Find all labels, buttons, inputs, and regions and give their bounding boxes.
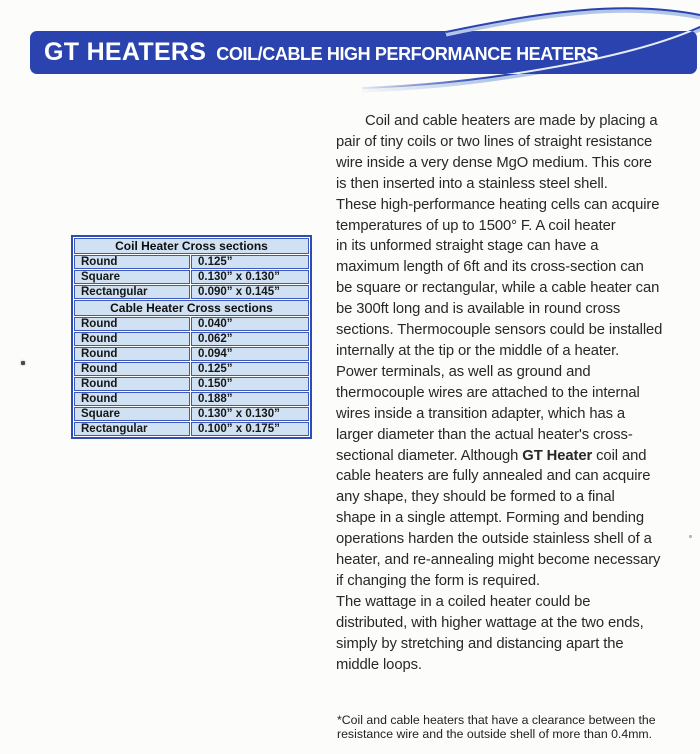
- footnote-line: resistance wire and the outside shell of more than 0.4mm.: [337, 726, 653, 741]
- article-line: middle loops.: [336, 656, 422, 673]
- shape-cell: Round: [74, 332, 190, 346]
- article-line: be 300ft long and is available in round cross: [336, 301, 621, 318]
- article-line: pair of tiny coils or two lines of straight resistance: [336, 133, 653, 150]
- table-row: [74, 407, 309, 421]
- header-banner-area: [0, 0, 700, 120]
- shape-cell: Round: [74, 377, 190, 391]
- shape-cell: Square: [74, 270, 190, 284]
- article-line: wire inside a very dense MgO medium. This core: [336, 154, 652, 171]
- article-line: These high-performance heating cells can acquire: [336, 196, 660, 213]
- cross-sections-table: [71, 235, 312, 439]
- article-text-segment: sectional diameter. Although: [336, 447, 523, 464]
- article-text: [336, 111, 696, 675]
- article-line: shape in a single attempt. Forming and bending: [336, 510, 644, 527]
- article-line: in its unformed straight stage can have a: [336, 238, 599, 255]
- shape-cell: Square: [74, 407, 190, 421]
- article-line: larger diameter than the actual heater's cross-: [336, 426, 633, 443]
- shape-cell: Round: [74, 255, 190, 269]
- table-row: [74, 332, 309, 346]
- article-line: cable heaters are fully annealed and can acquire: [336, 468, 651, 485]
- table-section-header-row: [74, 300, 309, 316]
- article-line: be square or rectangular, while a cable heater can: [336, 280, 660, 297]
- article-line: maximum length of 6ft and its cross-section can: [336, 259, 644, 276]
- shape-cell: Rectangular: [74, 422, 190, 436]
- article-line: simply by stretching and distancing apart the: [336, 635, 624, 652]
- page-subtitle: COIL/CABLE HIGH PERFORMANCE HEATERS: [216, 44, 598, 64]
- article-line-with-brand: [336, 446, 696, 467]
- table-row: [74, 347, 309, 361]
- table-row: [74, 317, 309, 331]
- article-line: distributed, with higher wattage at the two ends,: [336, 614, 644, 631]
- table-row: [74, 422, 309, 436]
- footnote-line: *Coil and cable heaters that have a clearance between the: [337, 713, 656, 727]
- brand-name-bold: GT Heater: [522, 447, 593, 464]
- article-line: if changing the form is required.: [336, 572, 540, 589]
- size-cell: 0.130” x 0.130”: [191, 407, 309, 421]
- size-cell: 0.094”: [191, 347, 309, 361]
- table-row: [74, 285, 309, 299]
- size-cell: 0.188”: [191, 392, 309, 406]
- table-row: [74, 270, 309, 284]
- page-title: GT HEATERS: [44, 38, 207, 66]
- size-cell: 0.125”: [191, 362, 309, 376]
- article-line: operations harden the outside stainless shell of a: [336, 531, 652, 548]
- size-cell: 0.125”: [191, 255, 309, 269]
- table-section-header-row: [74, 238, 309, 254]
- coil-section-header: Coil Heater Cross sections: [74, 238, 309, 254]
- banner-title-group: [44, 31, 684, 74]
- scan-artifact-dot: [21, 361, 25, 365]
- shape-cell: Rectangular: [74, 285, 190, 299]
- article-line: Power terminals, as well as ground and: [336, 363, 591, 380]
- scan-artifact-dot: [689, 535, 692, 538]
- footnote: [337, 714, 677, 742]
- article-line: thermocouple wires are attached to the internal: [336, 384, 640, 401]
- table-row: [74, 255, 309, 269]
- table-row: [74, 377, 309, 391]
- size-cell: 0.130” x 0.130”: [191, 270, 309, 284]
- article-line: is then inserted into a stainless steel shell.: [336, 175, 608, 192]
- article-line: The wattage in a coiled heater could be: [336, 593, 591, 610]
- article-line: internally at the tip or the middle of a heater.: [336, 342, 620, 359]
- size-cell: 0.040”: [191, 317, 309, 331]
- article-line: Coil and cable heaters are made by placing a: [365, 113, 658, 129]
- article-line: wires inside a transition adapter, which has a: [336, 405, 626, 422]
- article-line: heater, and re-annealing might become necessary: [336, 552, 661, 569]
- article-line: temperatures of up to 1500° F. A coil heater: [336, 217, 616, 234]
- size-cell: 0.150”: [191, 377, 309, 391]
- article-line: sections. Thermocouple sensors could be installed: [336, 322, 663, 339]
- size-cell: 0.090” x 0.145”: [191, 285, 309, 299]
- article-line: any shape, they should be formed to a final: [336, 489, 615, 506]
- article-text-segment: coil and: [592, 447, 647, 464]
- shape-cell: Round: [74, 362, 190, 376]
- shape-cell: Round: [74, 347, 190, 361]
- table-row: [74, 362, 309, 376]
- cable-section-header: Cable Heater Cross sections: [74, 300, 309, 316]
- size-cell: 0.062”: [191, 332, 309, 346]
- table-row: [74, 392, 309, 406]
- size-cell: 0.100” x 0.175”: [191, 422, 309, 436]
- shape-cell: Round: [74, 317, 190, 331]
- shape-cell: Round: [74, 392, 190, 406]
